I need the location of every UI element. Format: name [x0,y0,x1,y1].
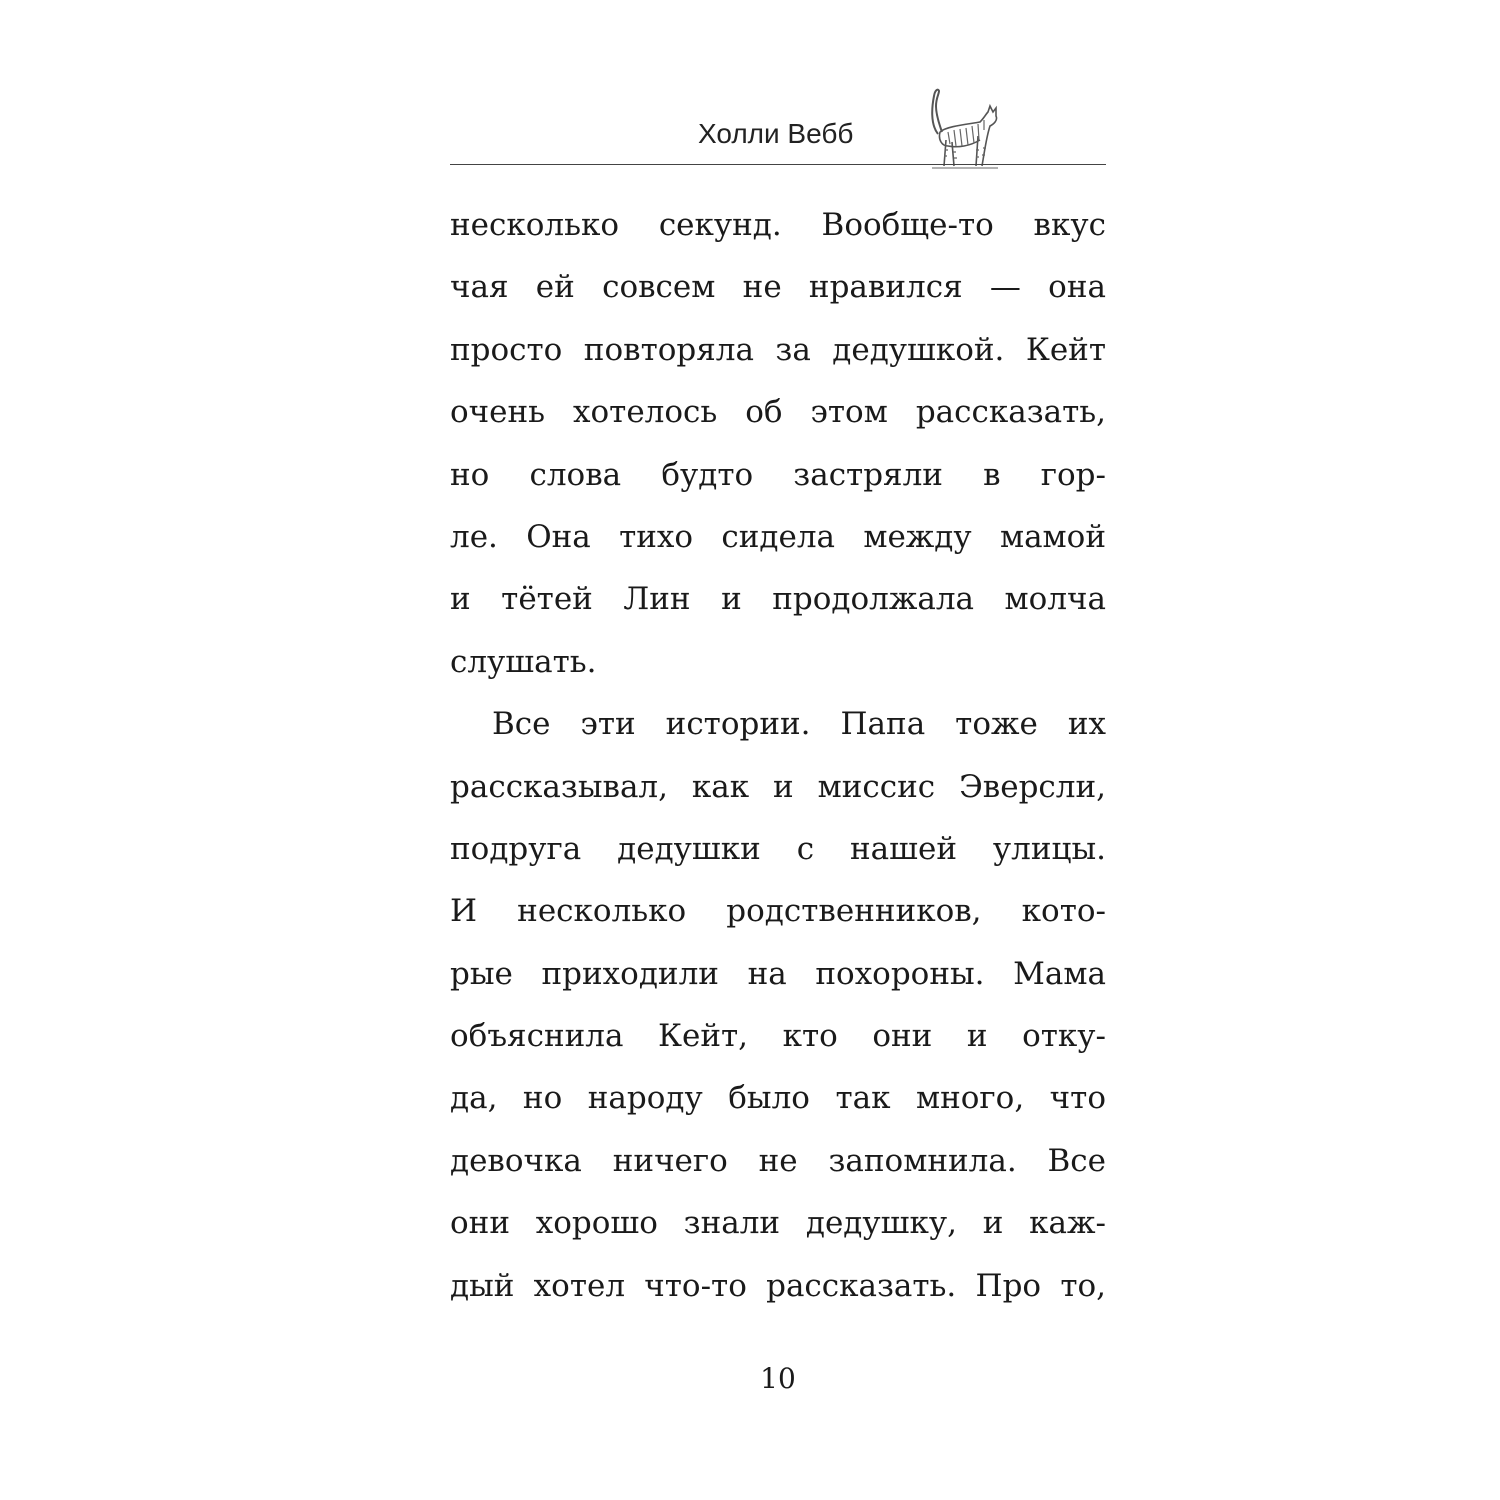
text-line: несколько секунд. Вообще-то вкус [450,207,1106,243]
text-line: чая ей совсем не нравился — она [450,269,1106,306]
running-header [450,84,1106,170]
body-text [450,194,1106,1317]
text-line: они хорошо знали дедушку, и каж- [450,1205,1106,1242]
text-line: девочка ничего не запомнила. Все [450,1142,1106,1179]
text-line: да, но народу было так много, что [450,1080,1106,1117]
page-number: 10 [760,1362,796,1395]
text-line: рые приходили на похороны. Мама [450,955,1106,992]
text-line: подруга дедушки с нашей улицы. [450,830,1106,867]
text-line: очень хотелось об этом рассказать, [450,394,1106,431]
text-line: и тётей Лин и продолжала молча [450,581,1106,618]
text-line: дый хотел что-то рассказать. Про то, [450,1267,1106,1304]
text-line: рассказывал, как и миссис Эверсли, [450,768,1106,805]
text-line: Все эти истории. Папа тоже их [492,706,1106,743]
text-line: И несколько родственников, кото- [450,893,1106,930]
text-line: слушать. [450,643,597,680]
cat-illustration-icon [918,84,1002,170]
running-header-author: Холли Вебб [698,118,854,149]
text-line: объяснила Кейт, кто они и отку- [450,1018,1106,1055]
text-line: просто повторяла за дедушкой. Кейт [450,331,1106,368]
text-line: но слова будто застряли в гор- [450,456,1106,493]
text-line: ле. Она тихо сидела между мамой [450,518,1106,555]
header-divider [450,164,1106,165]
